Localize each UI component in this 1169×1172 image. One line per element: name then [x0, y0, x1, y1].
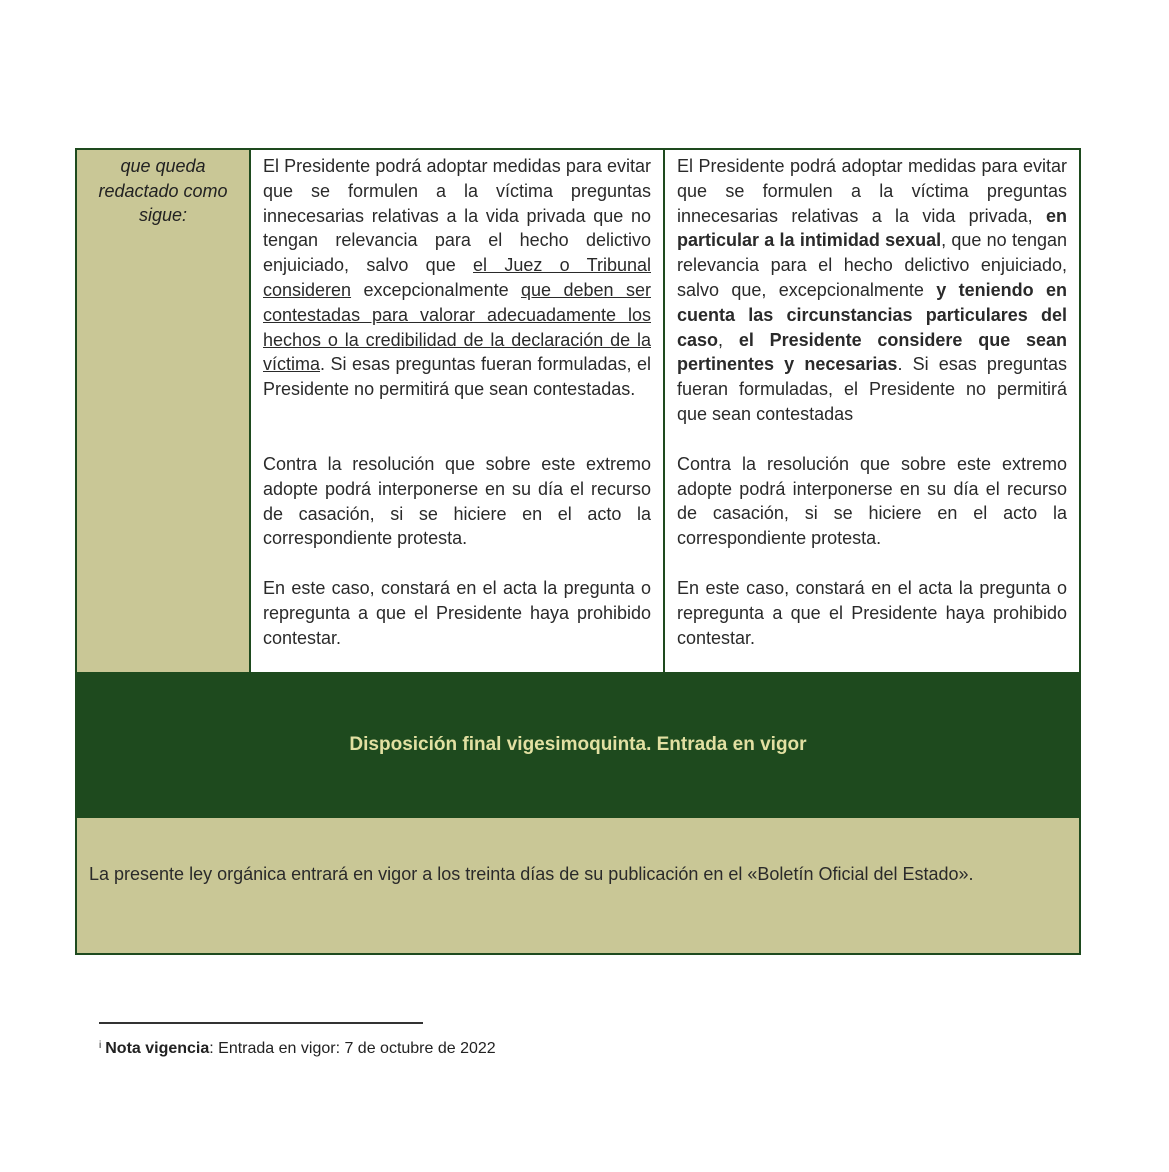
text-run: El Presidente podrá adoptar medidas para evitar que se formulen a la víctima preguntas innecesarias relativas a la vida privada que no tengan relevancia para el hecho delictivo enjuiciado, salvo que: [263, 156, 651, 276]
text-run: excepcionalmente: [351, 279, 522, 300]
footnote-text: : Entrada en vigor: 7 de octubre de 2022: [209, 1040, 496, 1057]
text-run: ,: [718, 329, 739, 350]
text-run: . Si esas preguntas fueran formuladas, el Presidente no permitirá que sean contestadas: [677, 354, 1067, 424]
original-paragraph-3: En este caso, constará en el acta la pregunta o repregunta a que el Presidente haya prohibido contestar.: [263, 578, 651, 648]
comparison-row: [75, 148, 1081, 672]
comparison-table: [75, 148, 1081, 955]
section-heading: Disposición final vigesimoquinta. Entrada en vigor: [75, 672, 1081, 818]
underlined-text: que deben ser contestadas para valorar adecuadamente los hechos o la credibilidad de la declaración de la víctima: [263, 279, 651, 375]
amended-paragraph-3: En este caso, constará en el acta la pregunta o repregunta a que el Presidente haya prohibido contestar.: [677, 577, 1067, 648]
footnote: [99, 1040, 496, 1058]
amended-paragraph-1: [677, 154, 1067, 427]
amended-paragraph-2: Contra la resolución que sobre este extremo adopte podrá interponerse en su día el recurso de casación, si se hiciere en el acto la correspondiente protesta.: [677, 453, 1067, 549]
underlined-text: el Juez o Tribunal consideren: [263, 255, 651, 300]
text-run: . Si esas preguntas fueran formuladas, el Presidente no permitirá que sean contestadas.: [263, 354, 651, 400]
bold-text: el Presidente considere que sean pertinentes y necesarias: [677, 329, 1067, 375]
row-label: que queda redactado como sigue:: [77, 150, 251, 672]
text-run: El Presidente podrá adoptar medidas para evitar que se formulen a la víctima preguntas innecesarias relativas a la vida privada,: [677, 156, 1067, 226]
original-paragraph-2: Contra la resolución que sobre este extremo adopte podrá interponerse en su día el recurso de casación, si se hiciere en el acto la correspondiente protesta.: [263, 453, 651, 549]
bold-text: y teniendo en cuenta las circunstancias particulares del caso: [677, 279, 1067, 350]
section-body: La presente ley orgánica entrará en vigor a los treinta días de su publicación en el «Boletín Oficial del Estado».: [75, 818, 1081, 955]
amended-text-column: [665, 150, 1079, 672]
footnote-divider: [99, 1022, 423, 1024]
original-text-column: [251, 150, 665, 672]
original-paragraph-1: [263, 154, 651, 402]
bold-text: en particular a la intimidad sexual: [677, 205, 1067, 251]
footnote-label: Nota vigencia: [105, 1040, 210, 1057]
footnote-marker: i: [99, 1040, 102, 1051]
text-run: , que no tengan relevancia para el hecho delictivo enjuiciado, salvo que, excepcionalmente: [677, 230, 1068, 300]
